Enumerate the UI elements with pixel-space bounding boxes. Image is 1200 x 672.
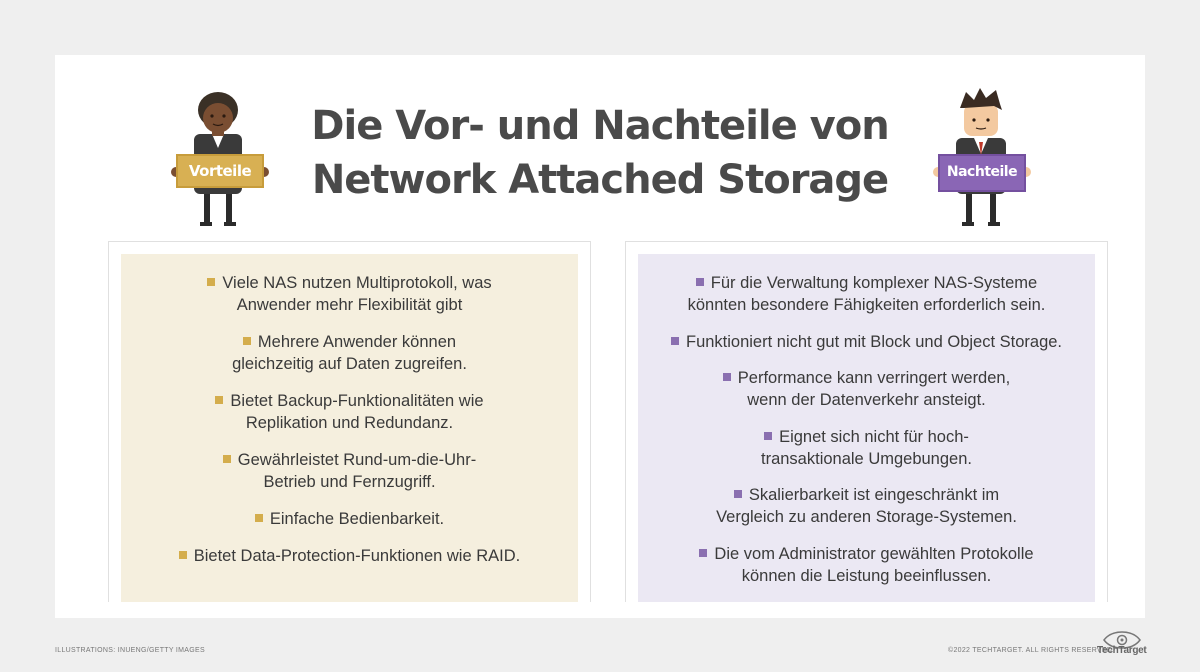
cons-item-line: Eignet sich nicht für hoch-	[779, 427, 969, 446]
copyright-notice: ©2022 TECHTARGET. ALL RIGHTS RESERVED	[948, 647, 1113, 654]
pros-item-line: Bietet Backup-Funktionalitäten wie	[230, 392, 484, 410]
cons-item-text: wenn der Datenverkehr ansteigt.	[747, 391, 986, 409]
square-bullet-icon	[723, 373, 731, 381]
pros-item-text	[131, 508, 568, 530]
pros-item-line: Mehrere Anwender können	[257, 333, 457, 351]
square-bullet-icon	[179, 551, 187, 559]
cons-item-text	[648, 367, 1085, 389]
cons-item-text: können die Leistung beeinflussen.	[741, 566, 992, 585]
pros-item-line: Viele NAS nutzen Multiprotokoll, was	[222, 274, 492, 292]
pros-item-text	[131, 272, 568, 294]
cons-item-text: könnten besondere Fähigkeiten erforderlich sein.	[687, 296, 1046, 314]
pros-item-text: gleichzeitig auf Daten zugreifen.	[232, 355, 467, 373]
square-bullet-icon	[696, 278, 704, 286]
pros-list-item	[131, 545, 568, 567]
pros-item-text	[131, 331, 568, 353]
pros-list-item	[131, 272, 568, 316]
cons-list-item	[648, 543, 1085, 587]
cons-item-text	[648, 272, 1085, 294]
cons-panel	[625, 241, 1108, 602]
cons-item-text: Vergleich zu anderen Storage-Systemen.	[716, 508, 1017, 526]
cons-list-item	[648, 426, 1085, 470]
pros-item-text: Betrieb und Fernzugriff.	[263, 473, 436, 491]
pros-item-text	[131, 545, 568, 567]
pros-panel-background	[121, 254, 578, 602]
square-bullet-icon	[243, 337, 251, 345]
square-bullet-icon	[764, 432, 772, 440]
cons-item-line: Die vom Administrator gewählten Protokolle	[714, 544, 1034, 563]
pros-item-text	[131, 449, 568, 471]
cons-item-text	[648, 331, 1085, 353]
pros-item-text: Replikation und Redundanz.	[245, 414, 454, 432]
pros-item-line: Gewährleistet Rund-um-die-Uhr-	[237, 451, 477, 469]
pros-item-text: Anwender mehr Flexibilität gibt	[236, 296, 463, 314]
square-bullet-icon	[699, 549, 707, 557]
square-bullet-icon	[255, 514, 263, 522]
cons-panel-background	[638, 254, 1095, 602]
pros-panel	[108, 241, 591, 602]
pros-character-illustration	[168, 92, 272, 228]
cons-list-item	[648, 331, 1085, 353]
cons-item-line: Skalierbarkeit ist eingeschränkt im	[748, 486, 1000, 504]
cons-item-text	[648, 426, 1085, 448]
pros-sign	[176, 154, 264, 188]
pros-item-line: Bietet Data-Protection-Funktionen wie RAID.	[193, 547, 521, 565]
cons-list-item	[648, 367, 1085, 411]
square-bullet-icon	[207, 278, 215, 286]
title-line-2: Network Attached Storage	[311, 157, 889, 203]
page-title	[290, 99, 910, 207]
pros-list-item	[131, 508, 568, 530]
pros-list-item	[131, 331, 568, 375]
cons-item-text: transaktionale Umgebungen.	[761, 449, 972, 468]
cons-sign-label: Nachteile	[946, 164, 1018, 180]
cons-item-line: Für die Verwaltung komplexer NAS-Systeme	[710, 274, 1038, 292]
pros-list-item	[131, 390, 568, 434]
cons-item-text	[648, 484, 1085, 506]
pros-list-item	[131, 449, 568, 493]
cons-item-text	[648, 543, 1085, 565]
square-bullet-icon	[734, 490, 742, 498]
square-bullet-icon	[223, 455, 231, 463]
square-bullet-icon	[671, 337, 679, 345]
cons-list	[638, 254, 1095, 587]
cons-item-line: Performance kann verringert werden,	[737, 369, 1011, 387]
cons-list-item	[648, 272, 1085, 316]
pros-sign-label: Vorteile	[188, 162, 252, 180]
pros-list	[121, 254, 578, 567]
cons-sign	[938, 154, 1026, 192]
illustration-credit: ILLUSTRATIONS: INUENG/GETTY IMAGES	[55, 647, 205, 654]
cons-character-illustration	[930, 88, 1034, 228]
cons-list-item	[648, 484, 1085, 528]
pros-item-text	[131, 390, 568, 412]
square-bullet-icon	[215, 396, 223, 404]
brand-wordmark: TechTarget	[1097, 645, 1147, 656]
pros-item-line: Einfache Bedienbarkeit.	[269, 510, 445, 528]
title-line-1: Die Vor- und Nachteile von	[311, 103, 889, 149]
cons-item-line: Funktioniert nicht gut mit Block und Object Storage.	[685, 332, 1063, 351]
